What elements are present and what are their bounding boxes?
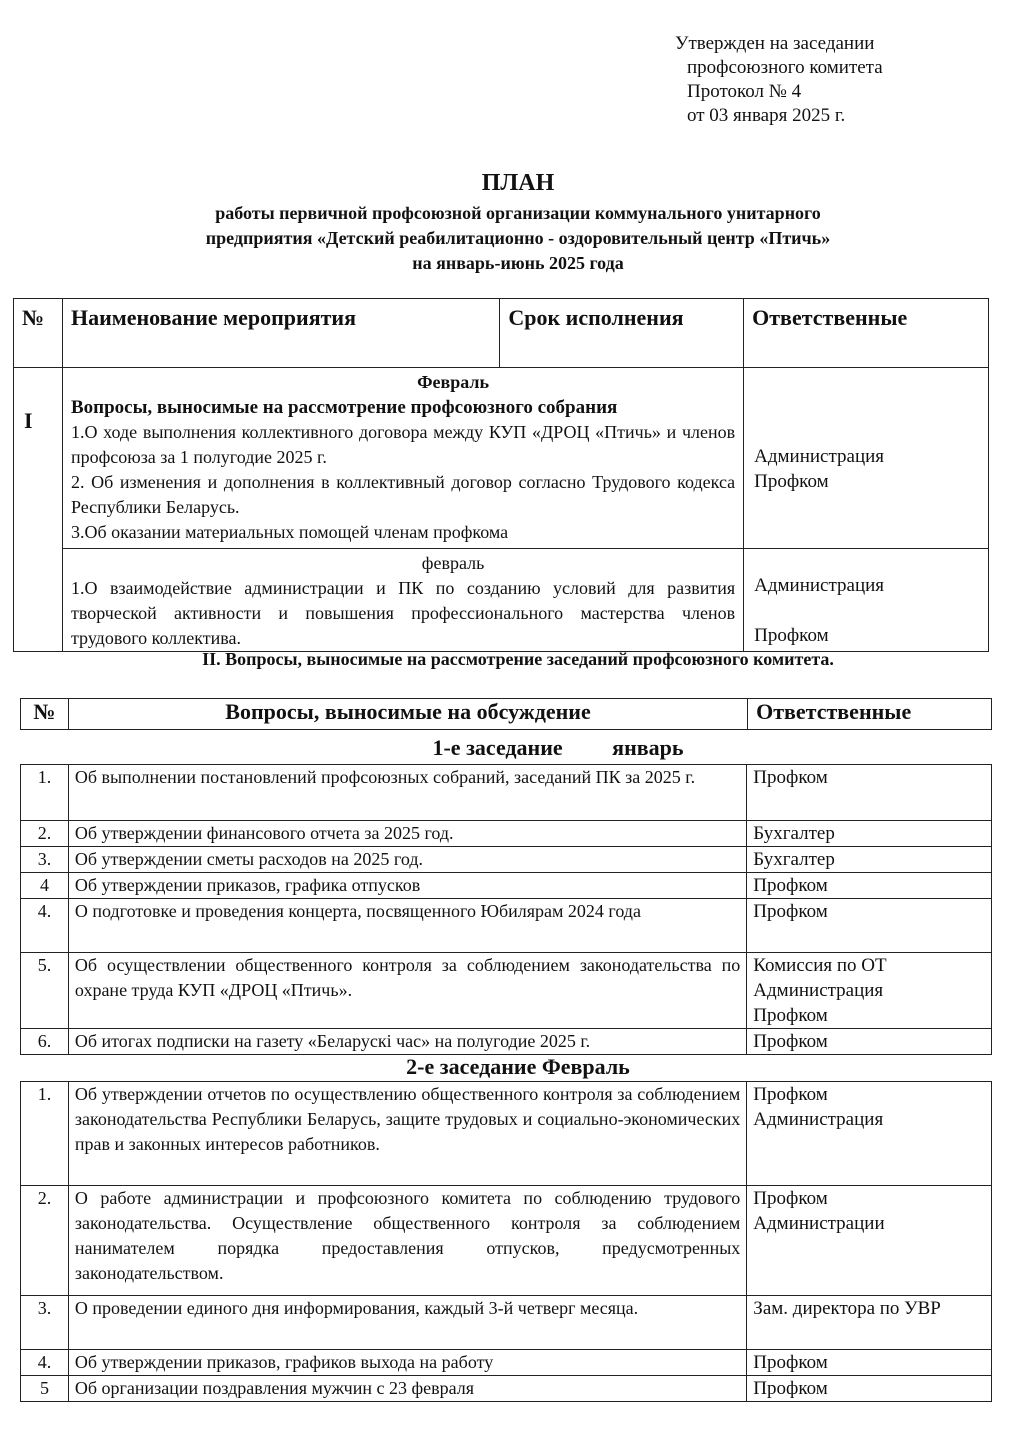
row-question: Об осуществлении общественного контроля за соблюдением законодательства по охране труда КУП «ДРОЦ «Птичь».	[68, 953, 746, 1029]
row-question: Об утверждении отчетов по осуществлению общественного контроля за соблюдением законодательства Республики Беларусь, защите трудовых и социально-экономических прав и законных интересов работников.	[68, 1082, 746, 1186]
approval-block	[675, 32, 883, 128]
row-question: Об утверждении сметы расходов на 2025 год.	[68, 847, 746, 873]
header-num: №	[14, 299, 63, 368]
table-row	[21, 1029, 992, 1055]
row-question: Об выполнении постановлений профсоюзных собраний, заседаний ПК за 2025 г.	[68, 765, 746, 821]
meeting1-title: 1-е заседание январь	[432, 735, 684, 760]
block1-item: 1.О ходе выполнения коллективного договора между КУП «ДРОЦ «Птичь» и членов профсоюза за 1 полугодие 2025 г.	[70, 422, 736, 467]
section2-title: II. Вопросы, выносимые на рассмотрение заседаний профсоюзного комитета.	[202, 649, 834, 669]
header-responsible: Ответственные	[748, 699, 992, 730]
block2-item: 1.О взаимодействие администрации и ПК по созданию условий для развития творческой активности и повышения профессионального мастерства членов трудового коллектива.	[70, 578, 736, 648]
row-question: О проведении единого дня информирования, каждый 3-й четверг месяца.	[68, 1296, 746, 1350]
table-row	[21, 873, 992, 899]
meeting2-title: 2-е заседание Февраль	[406, 1054, 630, 1079]
row-num: 6.	[21, 1029, 69, 1055]
page-title: ПЛАН	[481, 170, 555, 196]
row-responsible: Профком	[747, 1350, 992, 1376]
approval-line: Протокол № 4	[687, 81, 802, 102]
responsible-line: Профком	[754, 471, 829, 492]
row-question: Об итогах подписки на газету «Беларускі час» на полугодие 2025 г.	[68, 1029, 746, 1055]
row-responsible: Зам. директора по УВР	[747, 1296, 992, 1350]
responsible-line: Администрация	[754, 446, 885, 467]
committee-header-table	[20, 698, 992, 730]
row-num: 4	[21, 873, 69, 899]
subtitle-line: предприятия «Детский реабилитационно - оздоровительный центр «Птичь»	[205, 228, 831, 248]
row-responsible: Комиссия по ОТ Администрация Профком	[747, 953, 992, 1029]
header-responsible: Ответственные	[744, 299, 989, 368]
table-row	[21, 1296, 992, 1350]
block1-item: 2. Об изменения и дополнения в коллективный договор согласно Трудового кодекса Республики Беларусь.	[70, 472, 736, 517]
row-responsible: Профком Администрация	[747, 1082, 992, 1186]
meetings-plan-table	[13, 298, 989, 652]
subtitle-line: работы первичной профсоюзной организации коммунального унитарного	[215, 203, 821, 223]
row-question: Об утверждении приказов, графика отпусков	[68, 873, 746, 899]
meeting1-table	[20, 764, 992, 1055]
block1-responsible	[744, 368, 989, 549]
row-num: 4.	[21, 899, 69, 953]
table-row	[21, 1082, 992, 1186]
row-responsible: Профком Администрации	[747, 1186, 992, 1296]
row-responsible: Профком	[747, 899, 992, 953]
approval-line: Утвержден на заседании	[675, 33, 875, 54]
row-question: О работе администрации и профсоюзного комитета по соблюдению трудового законодательства. Осуществление общественного контроля за соблюдением нанимателем порядка предоставления отпусков, предусмотренных законодательством.	[68, 1186, 746, 1296]
table-row	[21, 1350, 992, 1376]
row-responsible: Бухгалтер	[747, 821, 992, 847]
header-num: №	[21, 699, 69, 730]
responsible-line: Администрация	[754, 575, 885, 596]
row-num: 1.	[21, 1082, 69, 1186]
row-question: Об утверждении приказов, графиков выхода на работу	[68, 1350, 746, 1376]
block2-month: февраль	[421, 553, 485, 573]
table-row	[21, 899, 992, 953]
row-num: 5	[21, 1376, 69, 1402]
table-row	[21, 953, 992, 1029]
row-num: 3.	[21, 847, 69, 873]
page-subtitle	[0, 201, 1036, 276]
section-num: I	[14, 368, 63, 652]
block2-cell	[62, 549, 743, 652]
row-responsible: Профком	[747, 1029, 992, 1055]
responsible-line: Профком	[754, 625, 829, 646]
table-row	[21, 847, 992, 873]
table-row	[21, 765, 992, 821]
header-question: Вопросы, выносимые на обсуждение	[68, 699, 747, 730]
row-question: Об утверждении финансового отчета за 2025 год.	[68, 821, 746, 847]
subtitle-line: на январь-июнь 2025 года	[412, 253, 624, 273]
block1-item: 3.Об оказании материальных помощей членам профкома	[70, 522, 509, 542]
header-name: Наименование мероприятия	[62, 299, 499, 368]
row-responsible: Профком	[747, 1376, 992, 1402]
row-responsible: Профком	[747, 873, 992, 899]
approval-line: профсоюзного комитета	[687, 57, 883, 78]
row-num: 2.	[21, 821, 69, 847]
row-num: 3.	[21, 1296, 69, 1350]
row-responsible: Профком	[747, 765, 992, 821]
table-row	[21, 821, 992, 847]
table-row	[21, 1376, 992, 1402]
block1-cell	[62, 368, 743, 549]
table-row	[21, 1186, 992, 1296]
row-responsible: Бухгалтер	[747, 847, 992, 873]
row-question: Об организации поздравления мужчин с 23 февраля	[68, 1376, 746, 1402]
row-question: О подготовке и проведения концерта, посвященного Юбилярам 2024 года	[68, 899, 746, 953]
meeting2-table	[20, 1081, 992, 1402]
block2-responsible	[744, 549, 989, 652]
header-deadline: Срок исполнения	[500, 299, 744, 368]
row-num: 5.	[21, 953, 69, 1029]
block1-heading: Вопросы, выносимые на рассмотрение профсоюзного собрания	[70, 397, 618, 418]
row-num: 4.	[21, 1350, 69, 1376]
approval-line: от 03 января 2025 г.	[687, 105, 846, 126]
block1-month: Февраль	[417, 372, 490, 392]
row-num: 1.	[21, 765, 69, 821]
row-num: 2.	[21, 1186, 69, 1296]
